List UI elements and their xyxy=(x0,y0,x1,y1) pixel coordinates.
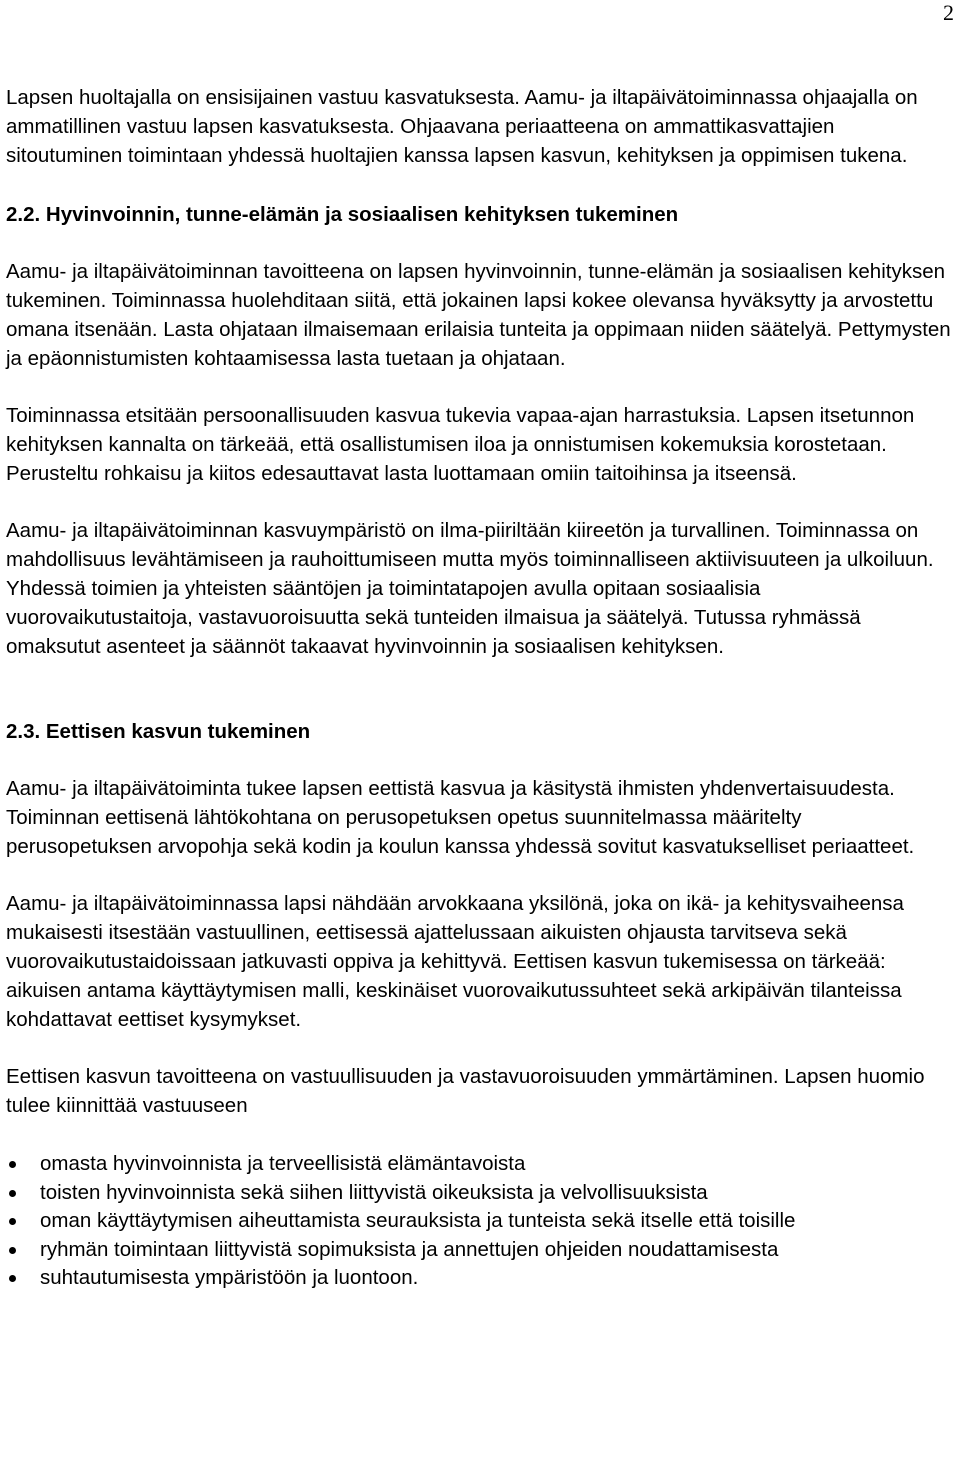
bullet-icon xyxy=(9,1190,16,1197)
list-item-text: ryhmän toimintaan liittyvistä sopimuksista ja annettujen ohjeiden noudattamisesta xyxy=(40,1237,779,1261)
spacer xyxy=(6,170,952,200)
list-item xyxy=(6,1179,952,1208)
list-item-text: oman käyttäytymisen aiheuttamista seurauksista ja tunteista sekä itselle että toisille xyxy=(40,1209,796,1232)
intro-paragraph: Lapsen huoltajalla on ensisijainen vastuu kasvatuksesta. Aamu- ja iltapäivätoiminnassa ohjaajalla on ammatillinen vastuu lapsen kasvatuksesta. Ohjaavana periaatteena on ammattikasvattajien sitoutuminen toimintaan yhdessä huoltajien kanssa lapsen kasvun, kehityksen ja oppimisen tukena. xyxy=(6,86,918,167)
paragraph: Aamu- ja iltapäivätoiminnan kasvuympäristö on ilma-piiriltään kiireetön ja turvallinen. Toiminnassa on mahdollisuus levähtämiseen ja rauhoittumiseen mutta myös toiminnalliseen aktiivisuuteen ja ulkoiluun. Yhdessä toimien ja yhteisten sääntöjen ja toimintatapojen avulla opitaan sosiaalisia vuorovaikutustaitoja, vastavuoroisuutta sekä tunteiden ilmaisua ja säätelyä. Tutussa ryhmässä omaksutut asenteet ja säännöt takaavat hyvinvoinnin ja sosiaalisen kehityksen. xyxy=(6,519,934,658)
spacer xyxy=(6,373,952,401)
spacer xyxy=(6,1120,952,1150)
spacer xyxy=(6,661,952,717)
paragraph: Eettisen kasvun tavoitteena on vastuullisuuden ja vastavuoroisuuden ymmärtäminen. Lapsen huomio tulee kiinnittää vastuuseen xyxy=(6,1065,925,1117)
list-item xyxy=(6,1207,952,1236)
spacer xyxy=(6,746,952,774)
paragraph: Toiminnassa etsitään persoonallisuuden kasvua tukevia vapaa-ajan harrastuksia. Lapsen itsetunnon kehityksen kannalta on tärkeää, että osallistumisen iloa ja onnistumisen kokemuksia korostetaan. Perusteltu rohkaisu ja kiitos edesauttavat lasta luottamaan omiin taitoihinsa ja itseensä. xyxy=(6,404,915,485)
document-body xyxy=(6,83,952,1293)
list-item xyxy=(6,1264,952,1293)
spacer xyxy=(6,488,952,516)
spacer xyxy=(6,1034,952,1062)
list-item xyxy=(6,1236,952,1265)
bullet-icon xyxy=(9,1218,16,1225)
paragraph: Aamu- ja iltapäivätoiminnassa lapsi nähdään arvokkaana yksilönä, joka on ikä- ja kehitysvaiheensa mukaisesti itsestään vastuullinen, eettisessä ajattelussaan aikuisten ohjausta tarvitseva sekä vuorovaikutustaidoissaan jatkuvasti oppiva ja kehittyvä. Eettisen kasvun tukemisessa on tärkeää: aikuisen antama käyttäytymisen malli, keskinäiset vuorovaikutussuhteet sekä arkipäivän tilanteissa kohdattavat eettiset kysymykset. xyxy=(6,892,904,1031)
paragraph: Aamu- ja iltapäivätoiminta tukee lapsen eettistä kasvua ja käsitystä ihmisten yhdenvertaisuudesta. Toiminnan eettisenä lähtökohtana on perusopetuksen opetus suunnitelmassa määritelty perusopetuksen arvopohja sekä kodin ja koulun kanssa yhdessä sovitut kasvatukselliset periaatteet. xyxy=(6,777,915,858)
page-number: 2 xyxy=(943,0,954,25)
list-item-text: omasta hyvinvoinnista ja terveellisistä elämäntavoista xyxy=(40,1152,526,1175)
list-item-text: suhtautumisesta ympäristöön ja luontoon. xyxy=(40,1266,419,1289)
bullet-icon xyxy=(9,1161,16,1168)
section-heading-2-3: 2.3. Eettisen kasvun tukeminen xyxy=(6,720,311,743)
responsibility-bullet-list xyxy=(6,1150,952,1293)
paragraph: Aamu- ja iltapäivätoiminnan tavoitteena on lapsen hyvinvoinnin, tunne-elämän ja sosiaalisen kehityksen tukeminen. Toiminnassa huolehditaan siitä, että jokainen lapsi kokee olevansa hyväksytty ja arvostettu omana itsenään. Lasta ohjataan ilmaisemaan erilaisia tunteita ja oppimaan niiden säätelyä. Pettymysten ja epäonnistumisten kohtaamisessa lasta tuetaan ja ohjataan. xyxy=(6,260,951,370)
spacer xyxy=(6,861,952,889)
list-item-text: toisten hyvinvoinnista sekä siihen liittyvistä oikeuksista ja velvollisuuksista xyxy=(40,1180,708,1204)
bullet-icon xyxy=(9,1247,16,1254)
section-heading-2-2: 2.2. Hyvinvoinnin, tunne-elämän ja sosiaalisen kehityksen tukeminen xyxy=(6,203,679,226)
list-item xyxy=(6,1150,952,1179)
spacer xyxy=(6,229,952,257)
bullet-icon xyxy=(9,1275,16,1282)
